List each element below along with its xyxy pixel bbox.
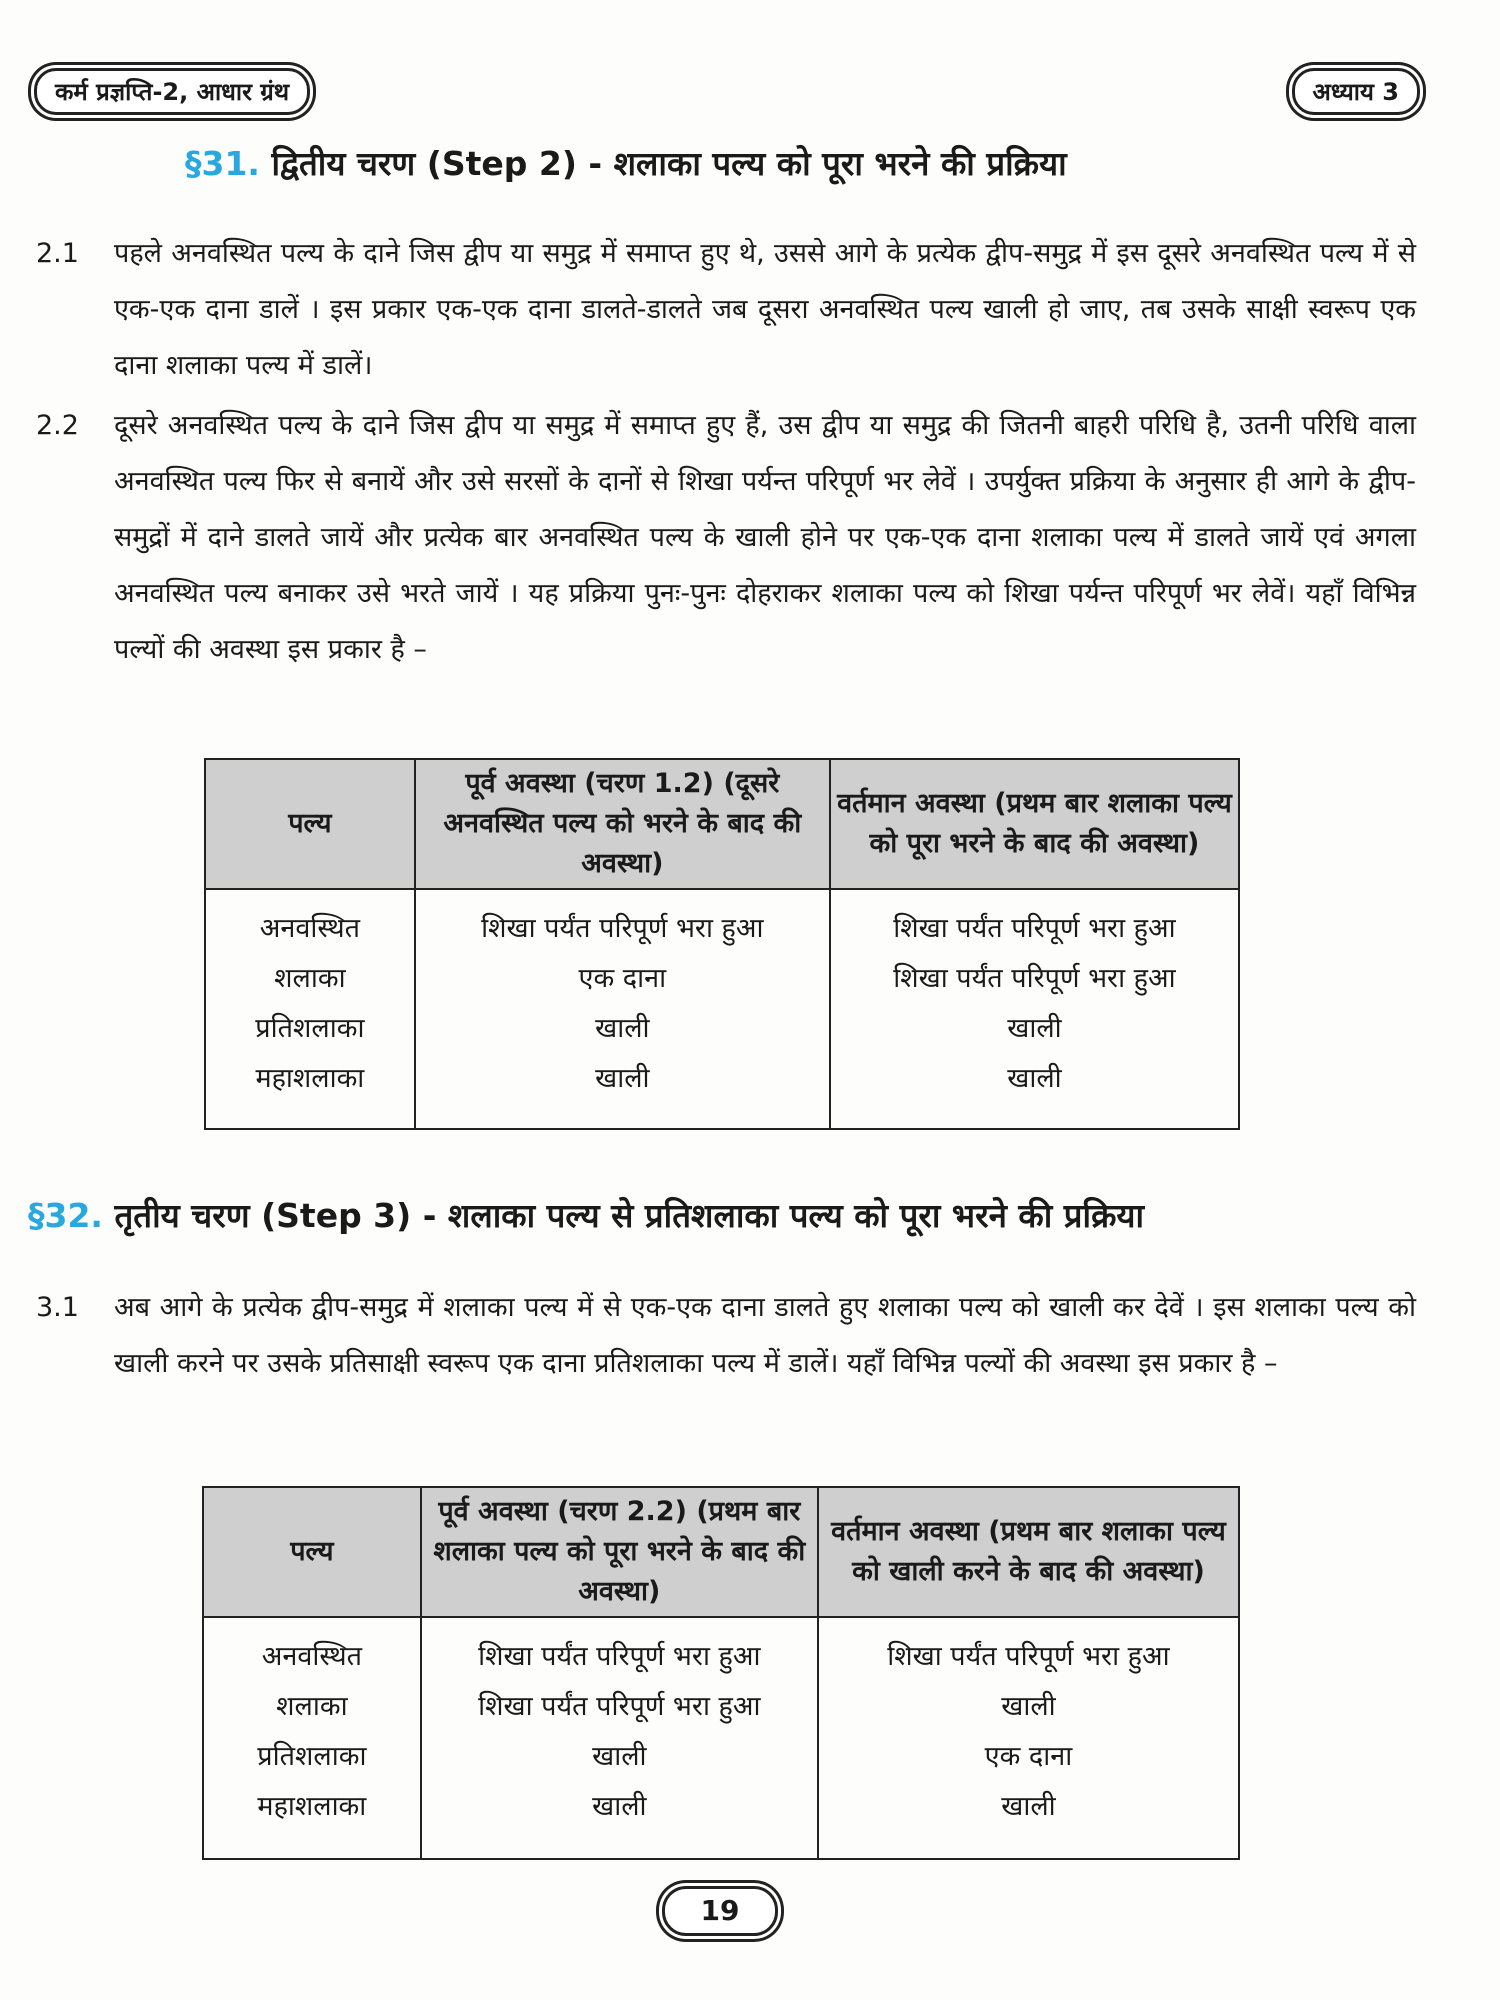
table-cell-line: शिखा पर्यंत परिपूर्ण भरा हुआ — [887, 1641, 1170, 1672]
table-cell-line: खाली — [1007, 1013, 1062, 1044]
current-state-cell — [818, 1617, 1239, 1859]
paragraph-3-1 — [36, 1280, 1416, 1392]
table-cell-line: महाशलाका — [255, 1063, 365, 1094]
section-32-title: तृतीय चरण (Step 3) - शलाका पल्य से प्रतिशलाका पल्य को पूरा भरने की प्रक्रिया — [114, 1196, 1145, 1235]
header-palya: पल्य — [203, 1487, 421, 1617]
table-cell-line: शिखा पर्यंत परिपूर्ण भरा हुआ — [478, 1691, 761, 1722]
paragraph-text: अब आगे के प्रत्येक द्वीप-समुद्र में शलाका पल्य में से एक-एक दाना डालते हुए शलाका पल्य को खाली कर देवें । इस शलाका पल्य को खाली करने पर उसके प्रतिसाक्षी स्वरूप एक दाना प्रतिशलाका पल्य में डालें। यहाँ विभिन्न पल्यों की अवस्था इस प्रकार है – — [114, 1292, 1416, 1379]
paragraph-number: 3.1 — [36, 1292, 79, 1323]
header-previous-state: पूर्व अवस्था (चरण 2.2) (प्रथम बार शलाका पल्य को पूरा भरने के बाद की अवस्था) — [421, 1487, 818, 1617]
table-cell-line: एक दाना — [578, 963, 667, 994]
table-cell-line: महाशलाका — [257, 1791, 367, 1822]
header-palya: पल्य — [205, 759, 415, 889]
state-table-step-3 — [202, 1486, 1240, 1860]
paragraph-number: 2.1 — [36, 238, 79, 269]
table-cell-line: शलाका — [276, 1691, 348, 1722]
table-cell-line: खाली — [1001, 1691, 1056, 1722]
paragraph-2-2 — [36, 398, 1416, 678]
state-table-step-2 — [204, 758, 1240, 1130]
table-cell-line: खाली — [592, 1791, 647, 1822]
section-31-title: द्वितीय चरण (Step 2) - शलाका पल्य को पूरा भरने की प्रक्रिया — [271, 144, 1067, 183]
table-cell-line: एक दाना — [984, 1741, 1073, 1772]
palya-names-cell — [205, 889, 415, 1129]
section-32-heading — [28, 1192, 1144, 1237]
table-cell-line: प्रतिशलाका — [257, 1741, 367, 1772]
table-cell-line: शलाका — [274, 963, 346, 994]
previous-state-cell — [415, 889, 830, 1129]
paragraph-number: 2.2 — [36, 410, 79, 441]
table-cell-line: खाली — [595, 1063, 650, 1094]
paragraph-text: पहले अनवस्थित पल्य के दाने जिस द्वीप या समुद्र में समाप्त हुए थे, उससे आगे के प्रत्येक द्वीप-समुद्र में इस दूसरे अनवस्थित पल्य में से एक-एक दाना डालें । इस प्रकार एक-एक दाना डालते-डालते जब दूसरा अनवस्थित पल्य खाली हो जाए, तब उसके साक्षी स्वरूप एक दाना शलाका पल्य में डालें। — [114, 238, 1416, 381]
table-cell-line: खाली — [1001, 1791, 1056, 1822]
palya-names-cell — [203, 1617, 421, 1859]
table-cell-line: शिखा पर्यंत परिपूर्ण भरा हुआ — [478, 1641, 761, 1672]
section-32-number: §32. — [28, 1196, 103, 1235]
paragraph-2-1 — [36, 226, 1416, 394]
book-title-badge: कर्म प्रज्ञप्ति-2, आधार ग्रंथ — [34, 68, 310, 115]
current-state-cell — [830, 889, 1239, 1129]
page-number: 19 — [662, 1886, 778, 1936]
table-cell-line: खाली — [592, 1741, 647, 1772]
previous-state-cell — [421, 1617, 818, 1859]
chapter-badge: अध्याय 3 — [1292, 68, 1420, 115]
section-31-heading — [185, 140, 1067, 185]
header-previous-state: पूर्व अवस्था (चरण 1.2) (दूसरे अनवस्थित पल्य को भरने के बाद की अवस्था) — [415, 759, 830, 889]
table-cell-line: शिखा पर्यंत परिपूर्ण भरा हुआ — [893, 963, 1176, 994]
paragraph-text: दूसरे अनवस्थित पल्य के दाने जिस द्वीप या समुद्र में समाप्त हुए हैं, उस द्वीप या समुद्र की जितनी बाहरी परिधि है, उतनी परिधि वाला अनवस्थित पल्य फिर से बनायें और उसे सरसों के दानों से शिखा पर्यन्त परिपूर्ण भर लेवें । उपर्युक्त प्रक्रिया के अनुसार ही आगे के द्वीप-समुद्रों में दाने डालते जायें और प्रत्येक बार अनवस्थित पल्य के खाली होने पर एक-एक दाना शलाका पल्य में डालते जायें एवं अगला अनवस्थित पल्य बनाकर उसे भरते जायें । यह प्रक्रिया पुनः-पुनः दोहराकर शलाका पल्य को शिखा पर्यन्त परिपूर्ण भर लेवें। यहाँ विभिन्न पल्यों की अवस्था इस प्रकार है – — [114, 410, 1416, 665]
table-cell-line: खाली — [1007, 1063, 1062, 1094]
table-cell-line: खाली — [595, 1013, 650, 1044]
table-cell-line: अनवस्थित — [261, 1641, 362, 1672]
header-current-state: वर्तमान अवस्था (प्रथम बार शलाका पल्य को पूरा भरने के बाद की अवस्था) — [830, 759, 1239, 889]
table-cell-line: शिखा पर्यंत परिपूर्ण भरा हुआ — [481, 913, 764, 944]
table-cell-line: अनवस्थित — [259, 913, 360, 944]
header-current-state: वर्तमान अवस्था (प्रथम बार शलाका पल्य को खाली करने के बाद की अवस्था) — [818, 1487, 1239, 1617]
table-cell-line: शिखा पर्यंत परिपूर्ण भरा हुआ — [893, 913, 1176, 944]
table-cell-line: प्रतिशलाका — [255, 1013, 365, 1044]
section-31-number: §31. — [185, 144, 260, 183]
